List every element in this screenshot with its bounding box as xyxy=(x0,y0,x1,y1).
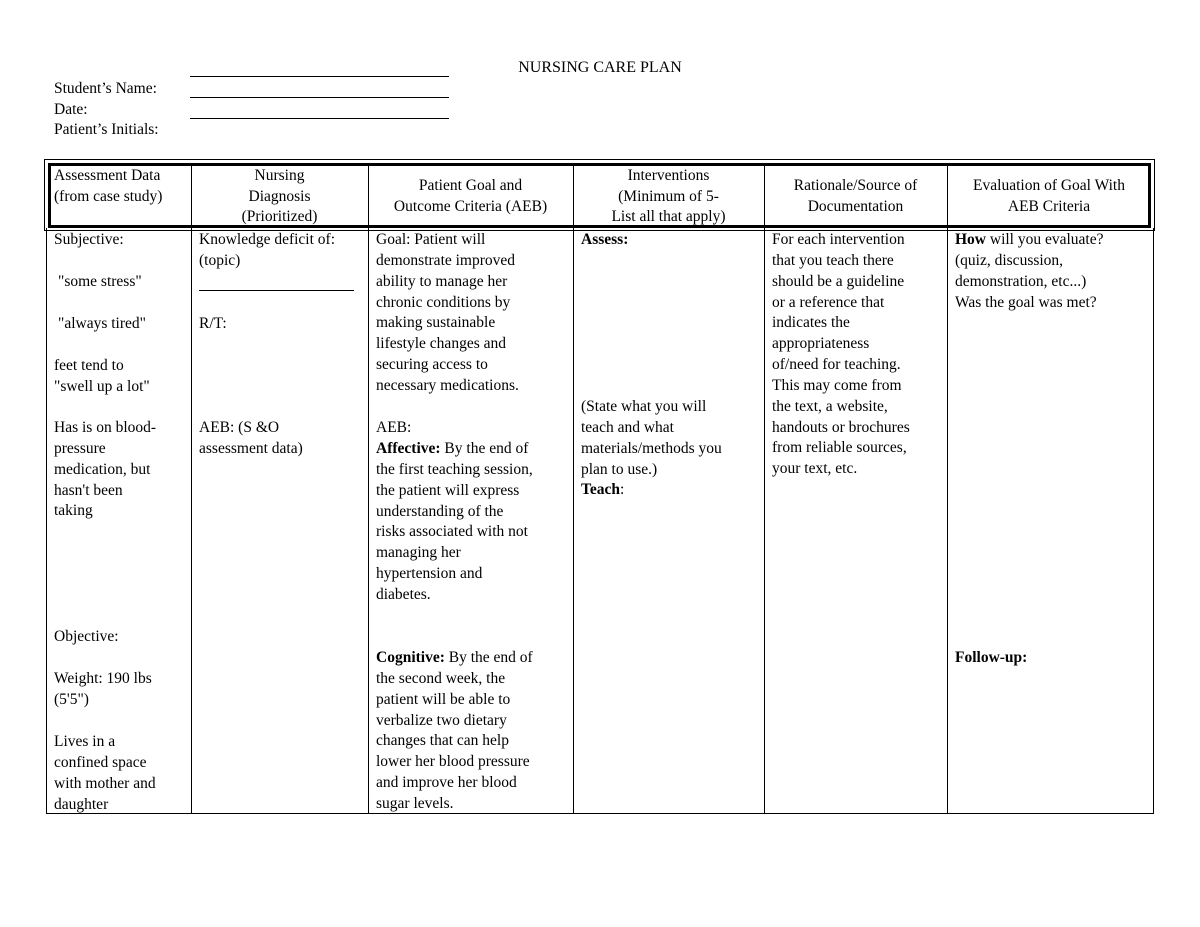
related-to-label: R/T: xyxy=(199,315,227,332)
assess-label: Assess: xyxy=(581,231,629,248)
objective-label: Objective: xyxy=(54,628,119,645)
subjective-quote: "always tired" xyxy=(58,315,146,332)
objective-living-situation: Lives in a confined space with mother and daughter xyxy=(54,733,156,813)
subjective-feet-note: feet tend to "swell up a lot" xyxy=(54,357,150,395)
header-interventions: Interventions (Minimum of 5- List all that apply) xyxy=(611,167,726,225)
subjective-bp-note: Has is on blood- pressure medication, but hasn't been taking xyxy=(54,419,157,520)
date-label: Date: xyxy=(54,101,88,118)
follow-up-label: Follow-up: xyxy=(955,649,1028,666)
cognitive-label: Cognitive: xyxy=(376,649,445,666)
cognitive-outcome: Cognitive: By the end of the second week, the patient will be able to verbalize two dietary changes that can help lower her blood pressure and improve her blood sugar levels. xyxy=(376,649,533,812)
diagnosis-aeb: AEB: (S &O assessment data) xyxy=(199,419,303,457)
page-title: NURSING CARE PLAN xyxy=(518,59,682,76)
column-divider xyxy=(191,165,192,814)
affective-outcome: Affective: By the end of the first teaching session, the patient will express understanding of the risks associated with not managing her hypertension and diabetes. xyxy=(376,440,533,603)
header-patient-goal: Patient Goal and Outcome Criteria (AEB) xyxy=(393,177,548,215)
interventions-instructions: (State what you will teach and what materials/methods you plan to use.) Teach: xyxy=(581,398,722,499)
table-left-border xyxy=(46,228,47,814)
affective-label: Affective: xyxy=(376,440,441,457)
student-name-line xyxy=(190,76,449,77)
header-nursing-diagnosis: Nursing Diagnosis (Prioritized) xyxy=(241,167,318,225)
subjective-quote: "some stress" xyxy=(58,273,142,290)
table-bottom-border xyxy=(46,813,1154,814)
knowledge-deficit: Knowledge deficit of: (topic) xyxy=(199,231,336,269)
evaluation-text: How will you evaluate? (quiz, discussion, demonstration, etc...) Was the goal was met? xyxy=(955,231,1104,311)
patient-goal: Goal: Patient will demonstrate improved ability to manage her chronic conditions by making sustainable lifestyle changes and securing access to necessary medications. xyxy=(376,231,519,394)
column-divider xyxy=(947,165,948,814)
header-evaluation: Evaluation of Goal With AEB Criteria xyxy=(973,177,1125,215)
column-divider xyxy=(764,165,765,814)
column-divider xyxy=(368,165,369,814)
patient-initials-label: Patient’s Initials: xyxy=(54,121,159,138)
goal-aeb-label: AEB: xyxy=(376,419,412,436)
table-right-border xyxy=(1153,228,1154,814)
header-assessment-data: Assessment Data (from case study) xyxy=(54,167,163,205)
student-name-label: Student’s Name: xyxy=(54,80,157,97)
objective-weight: Weight: 190 lbs (5'5") xyxy=(54,670,152,708)
subjective-label: Subjective: xyxy=(54,231,124,248)
rationale-text: For each intervention that you teach there should be a guideline or a reference that indicates the appropriateness of/need for teaching. This may come from the text, a website, handouts or brochures from reliable sources, your text, etc. xyxy=(772,231,910,478)
patient-initials-line xyxy=(190,118,449,119)
header-rationale: Rationale/Source of Documentation xyxy=(793,177,918,215)
topic-blank-line xyxy=(199,290,354,291)
teach-label: Teach xyxy=(581,481,621,499)
how-label: How xyxy=(955,231,986,248)
column-divider xyxy=(573,165,574,814)
date-line xyxy=(190,97,449,98)
